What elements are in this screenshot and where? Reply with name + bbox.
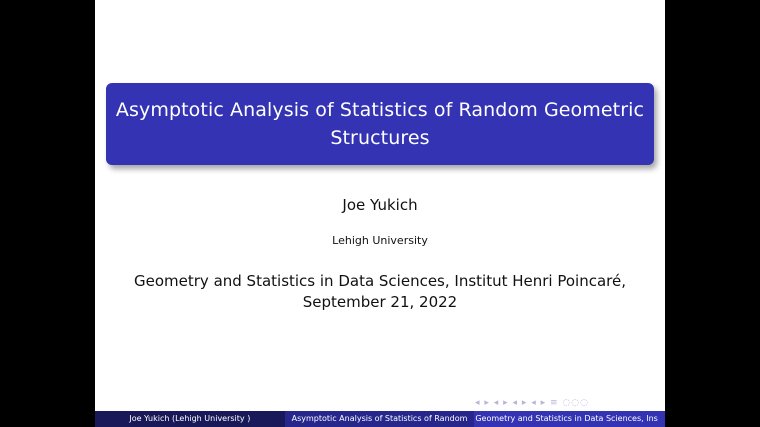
- beamer-navigation-icons[interactable]: ◂ ▸ ◂ ▸ ◂ ▸ ◂ ▸ ≡ ◌◌◌: [475, 398, 589, 408]
- event-date: September 21, 2022: [302, 293, 458, 311]
- footline: [95, 411, 665, 427]
- footer-title: Asymptotic Analysis of Statistics of Random: [285, 411, 475, 427]
- footer-event: Geometry and Statistics in Data Sciences, Ins: [474, 411, 665, 427]
- institute: Lehigh University: [332, 234, 428, 247]
- event-info: [95, 271, 665, 313]
- title-block: [106, 83, 654, 165]
- event-line-1: Geometry and Statistics in Data Sciences, Institut Henri Poincaré,: [134, 272, 626, 290]
- slide: [95, 0, 665, 427]
- footer-author: Joe Yukich (Lehigh University ): [95, 411, 285, 427]
- slide-title-line-2: Structures: [330, 127, 430, 149]
- slide-title-line-1: Asymptotic Analysis of Statistics of Random Geometric: [115, 99, 645, 121]
- author-name: Joe Yukich: [342, 196, 418, 214]
